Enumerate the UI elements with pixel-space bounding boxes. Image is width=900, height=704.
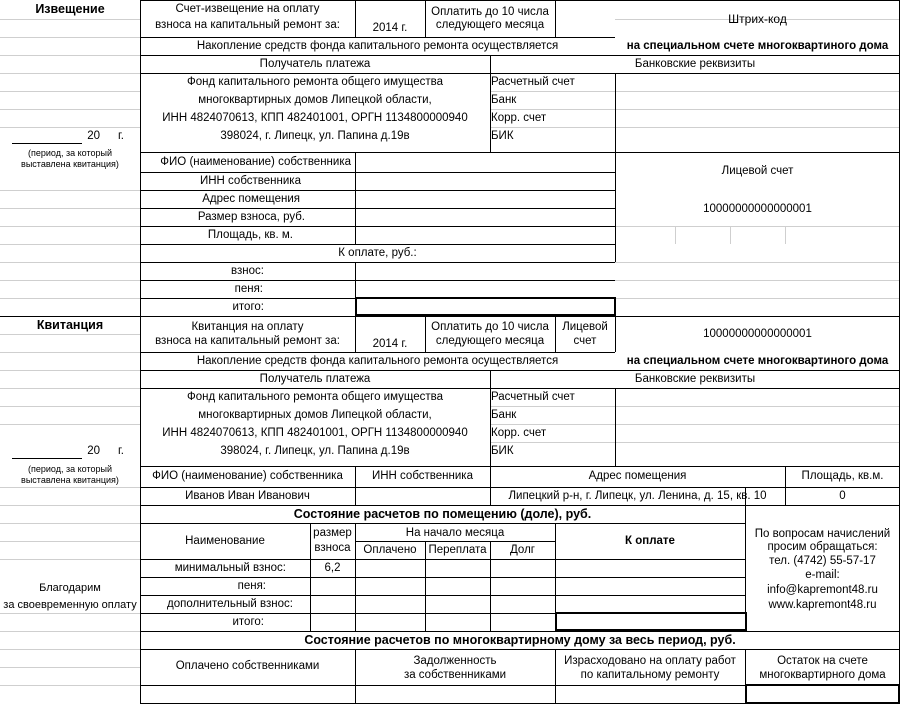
receipt-area-value: 0: [839, 490, 846, 502]
building-balance-header-line1: Остаток на счете: [777, 655, 868, 667]
receipt-bank-corr: Корр. счет: [491, 427, 547, 439]
receipt-year: 2014 г.: [372, 338, 408, 350]
receipt-accumulation-place: на специальном счете многоквартиного дома: [626, 355, 889, 367]
building-spent-header-line1: Израсходовано на оплату работ: [564, 655, 736, 667]
receipt-area-header: Площадь, кв.м.: [801, 470, 884, 482]
notice-period-num: 20: [87, 130, 100, 142]
receipt-pay-by-line1: Оплатить до 10 числа: [431, 321, 549, 333]
receipt-account-label-line1: Лицевой: [562, 321, 608, 333]
receipt-recipient-header: Получатель платежа: [259, 373, 371, 385]
notice-accumulation: Накопление средств фонда капитального ремонта осуществляется: [196, 40, 559, 52]
notice-recipient-line1: Фонд капитального ремонта общего имущества: [187, 76, 443, 88]
notice-period-note-2: выставлена квитанция): [21, 159, 119, 169]
receipt-bank-bik: БИК: [491, 445, 514, 457]
receipt-period-g: г.: [118, 445, 124, 457]
col-debt-header: Долг: [510, 544, 535, 556]
col-size-header-line1: размер: [313, 527, 352, 539]
notice-account-label: Лицевой счет: [721, 165, 794, 177]
building-spent-header-line2: по капитальному ремонту: [580, 669, 720, 681]
receipt-address-header: Адрес помещения: [588, 470, 687, 482]
contact-email-label: e-mail:: [805, 569, 840, 581]
notice-bank-account: Расчетный счет: [491, 76, 575, 88]
col-paid-header: Оплачено: [363, 544, 417, 556]
contact-email-link[interactable]: info@kapremont48.ru: [767, 584, 878, 596]
premises-title: Состояние расчетов по помещению (доле), руб.: [293, 507, 592, 521]
row-penalty-label: пеня:: [237, 580, 266, 592]
contact-phone: тел. (4742) 55-57-17: [769, 555, 876, 567]
contact-line: просим обращаться:: [767, 541, 878, 553]
building-debt-header-line1: Задолженность: [413, 655, 497, 667]
thanks-line2: за своевременную оплату: [3, 599, 137, 611]
notice-fee-label: взнос:: [231, 265, 264, 277]
row-total-label: итого:: [232, 616, 264, 628]
notice-owner-name-label: ФИО (наименование) собственника: [160, 156, 351, 168]
notice-bank-bik: БИК: [491, 130, 514, 142]
notice-year: 2014 г.: [372, 22, 408, 34]
receipt-title-line1: Квитанция на оплату: [191, 321, 304, 333]
receipt-title: Квитанция: [36, 318, 104, 332]
contact-line: По вопросам начислений: [754, 528, 891, 540]
row-additional-label: дополнительный взнос:: [167, 598, 293, 610]
col-name-header: Наименование: [185, 535, 265, 547]
notice-penalty-label: пеня:: [234, 283, 263, 295]
receipt-address-value: Липецкий р-н, г. Липецк, ул. Ленина, д. 15, кв. 10: [508, 490, 767, 502]
receipt-period-note-2: выставлена квитанция): [21, 475, 119, 485]
notice-recipient-line2: многоквартирных домов Липецкой области,: [198, 94, 432, 106]
receipt-period-note-1: (период, за который: [28, 464, 112, 474]
notice-bill-title-line2: взноса на капитальный ремонт за:: [155, 19, 340, 31]
notice-pay-by-line2: следующего месяца: [435, 19, 545, 31]
building-title: Состояние расчетов по многоквартирному дому за весь период, руб.: [304, 633, 736, 647]
receipt-bank-account: Расчетный счет: [491, 391, 575, 403]
receipt-bank-header: Банковские реквизиты: [634, 373, 756, 385]
building-debt-header-line2: за собственниками: [403, 669, 507, 681]
receipt-owner-header: ФИО (наименование) собственника: [152, 470, 343, 482]
building-balance-input[interactable]: [747, 686, 898, 702]
receipt-bank-name: Банк: [491, 409, 517, 421]
col-to-pay-header: К оплате: [625, 535, 675, 547]
receipt-pay-by-line2: следующего месяца: [435, 335, 545, 347]
notice-title: Извещение: [35, 2, 105, 16]
notice-to-pay-label: К оплате, руб.:: [338, 247, 417, 259]
receipt-period-num: 20: [87, 445, 100, 457]
notice-total-label: итого:: [232, 301, 264, 313]
contact-website-link[interactable]: www.kapremont48.ru: [768, 599, 877, 611]
notice-account-number: 10000000000000001: [703, 203, 812, 215]
building-paid-header: Оплачено собственниками: [175, 660, 320, 672]
receipt-recipient-line2: многоквартирных домов Липецкой области,: [198, 409, 432, 421]
notice-recipient-header: Получатель платежа: [259, 58, 371, 70]
receipt-account-number: 10000000000000001: [703, 328, 812, 340]
receipt-account-label-line2: счет: [573, 335, 597, 347]
notice-bill-title-line1: Счет-извещение на оплату: [175, 3, 320, 15]
notice-area-label: Площадь, кв. м.: [207, 229, 293, 241]
receipt-inn-header: ИНН собственника: [371, 470, 473, 482]
row-min-fee-value: 6,2: [324, 562, 341, 574]
notice-address-label: Адрес помещения: [202, 193, 300, 205]
col-size-header-line2: взноса: [314, 542, 351, 554]
notice-owner-inn-label: ИНН собственника: [199, 175, 301, 187]
building-balance-header-line2: многоквартирного дома: [759, 669, 886, 681]
notice-pay-by-line1: Оплатить до 10 числа: [431, 6, 549, 18]
notice-accumulation-place: на специальном счете многоквартиного дома: [626, 40, 889, 52]
notice-period-g: г.: [118, 130, 124, 142]
notice-period-note-1: (период, за который: [28, 148, 112, 158]
receipt-total-input[interactable]: [557, 614, 745, 629]
row-min-fee-label: минимальный взнос:: [174, 562, 286, 574]
receipt-accumulation: Накопление средств фонда капитального ремонта осуществляется: [196, 355, 559, 367]
receipt-owner-value: Иванов Иван Иванович: [185, 490, 310, 502]
receipt-title-line2: взноса на капитальный ремонт за:: [155, 335, 340, 347]
receipt-recipient-line4: 398024, г. Липецк, ул. Папина д.19в: [220, 445, 410, 457]
notice-bank-header: Банковские реквизиты: [634, 58, 756, 70]
notice-recipient-line3: ИНН 4824070613, КПП 482401001, ОРГН 1134800000940: [162, 112, 468, 124]
receipt-recipient-line1: Фонд капитального ремонта общего имущества: [187, 391, 443, 403]
receipt-recipient-line3: ИНН 4824070613, КПП 482401001, ОРГН 1134800000940: [162, 427, 468, 439]
notice-bank-corr: Корр. счет: [491, 112, 547, 124]
thanks-line1: Благодарим: [39, 582, 101, 594]
notice-total-input[interactable]: [357, 299, 614, 314]
col-month-start-header: На начало месяца: [405, 527, 505, 539]
notice-bank-name: Банк: [491, 94, 517, 106]
col-overpaid-header: Переплата: [428, 544, 487, 556]
notice-fee-size-label: Размер взноса, руб.: [197, 211, 305, 223]
barcode-label: Штрих-код: [728, 12, 787, 26]
notice-recipient-line4: 398024, г. Липецк, ул. Папина д.19в: [220, 130, 410, 142]
